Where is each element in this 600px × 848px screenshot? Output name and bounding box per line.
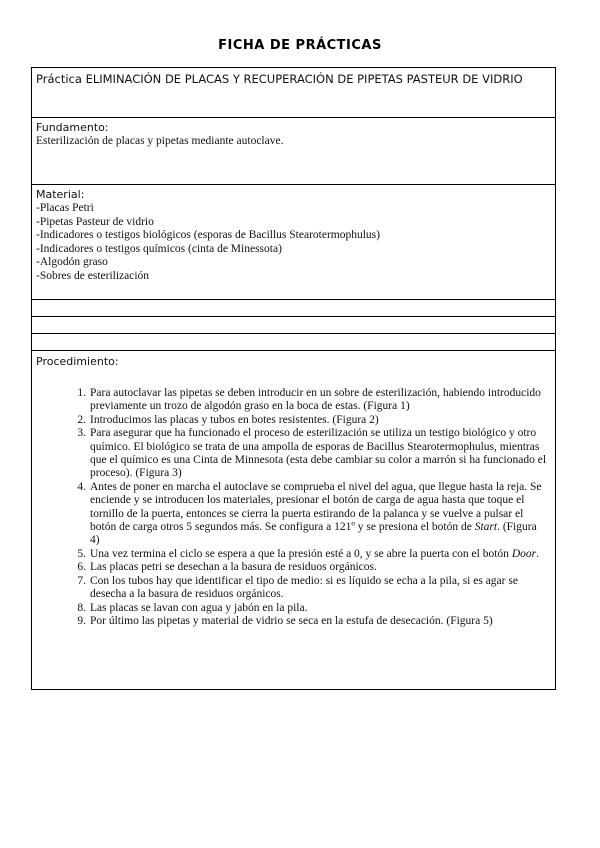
page-title: FICHA DE PRÁCTICAS: [218, 38, 382, 53]
procedimiento-label: Procedimiento:: [36, 355, 119, 368]
list-item: 3. Para asegurar que ha funcionado el proceso de esterilización se utiliza un testigo biológico y otro químico. El biológico se trata de una ampolla de esporas de Bacillus Stearotermophulus, mientras que el químico es una Cinta de Minnesota (esta debe cambiar su color a marrón si ha funcionado el proceso). (Figura 3): [77, 427, 547, 480]
fundamento-text: Esterilización de placas y pipetas mediante autoclave.: [36, 135, 284, 147]
list-item: 9. Por último las pipetas y material de vidrio se seca en la estufa de desecación. (Figura 5): [77, 614, 493, 627]
material-label: Material:: [36, 188, 85, 201]
material-item: -Placas Petri: [36, 202, 94, 214]
material-item: -Pipetas Pasteur de vidrio: [36, 215, 154, 228]
material-section: [31, 184, 556, 299]
empty-row: [31, 333, 556, 350]
list-item: 7. Con los tubos hay que identificar el tipo de medio: si es líquido se echa a la pila, si es agar se desecha a la basura de residuos orgánicos.: [77, 574, 518, 601]
empty-row: [31, 299, 556, 316]
list-item: 4. Antes de poner en marcha el autoclave se comprueba el nivel del agua, que llegue hasta la reja. Se enciende y se introducen los materiales, presionar el botón de carga de agua hasta que toque el tornillo de la puerta, entonces se cierra la puerta estirando de la palanca y se vuelve a pulsar el botón de carga otros 5 segundos más. Se configura a 121º y se presiona el botón de Start. (Figura 4): [77, 480, 542, 547]
practica-name: ELIMINACIÓN DE PLACAS Y RECUPERACIÓN DE PIPETAS PASTEUR DE VIDRIO: [85, 72, 523, 86]
list-item: 2. Introducimos las placas y tubos en botes resistentes. (Figura 2): [77, 413, 379, 426]
practica-label: Práctica: [36, 72, 82, 86]
fundamento-section: [31, 117, 556, 184]
list-item: 8. Las placas se lavan con agua y jabón en la pila.: [77, 601, 308, 614]
list-item: 6. Las placas petri se desechan a la basura de residuos orgánicos.: [77, 561, 377, 574]
procedimiento-section: [31, 350, 556, 690]
material-item: -Indicadores o testigos químicos (cinta de Minessota): [36, 242, 282, 255]
material-item: -Algodón graso: [36, 256, 108, 268]
list-item: 5. Una vez termina el ciclo se espera a que la presión esté a 0, y se abre la puerta con el botón Door.: [77, 547, 539, 560]
fundamento-label: Fundamento:: [36, 121, 109, 134]
material-item: -Indicadores o testigos biológicos (esporas de Bacillus Stearotermophulus): [36, 229, 380, 241]
material-item: -Sobres de esterilización: [36, 269, 150, 282]
list-item: 1. Para autoclavar las pipetas se deben introducir en un sobre de esterilización, habiendo introducido previamente un trozo de algodón graso en la boca de estas. (Figura 1): [77, 387, 541, 413]
empty-row: [31, 316, 556, 333]
procedure-list: [77, 387, 547, 628]
practica-section: [31, 67, 556, 117]
